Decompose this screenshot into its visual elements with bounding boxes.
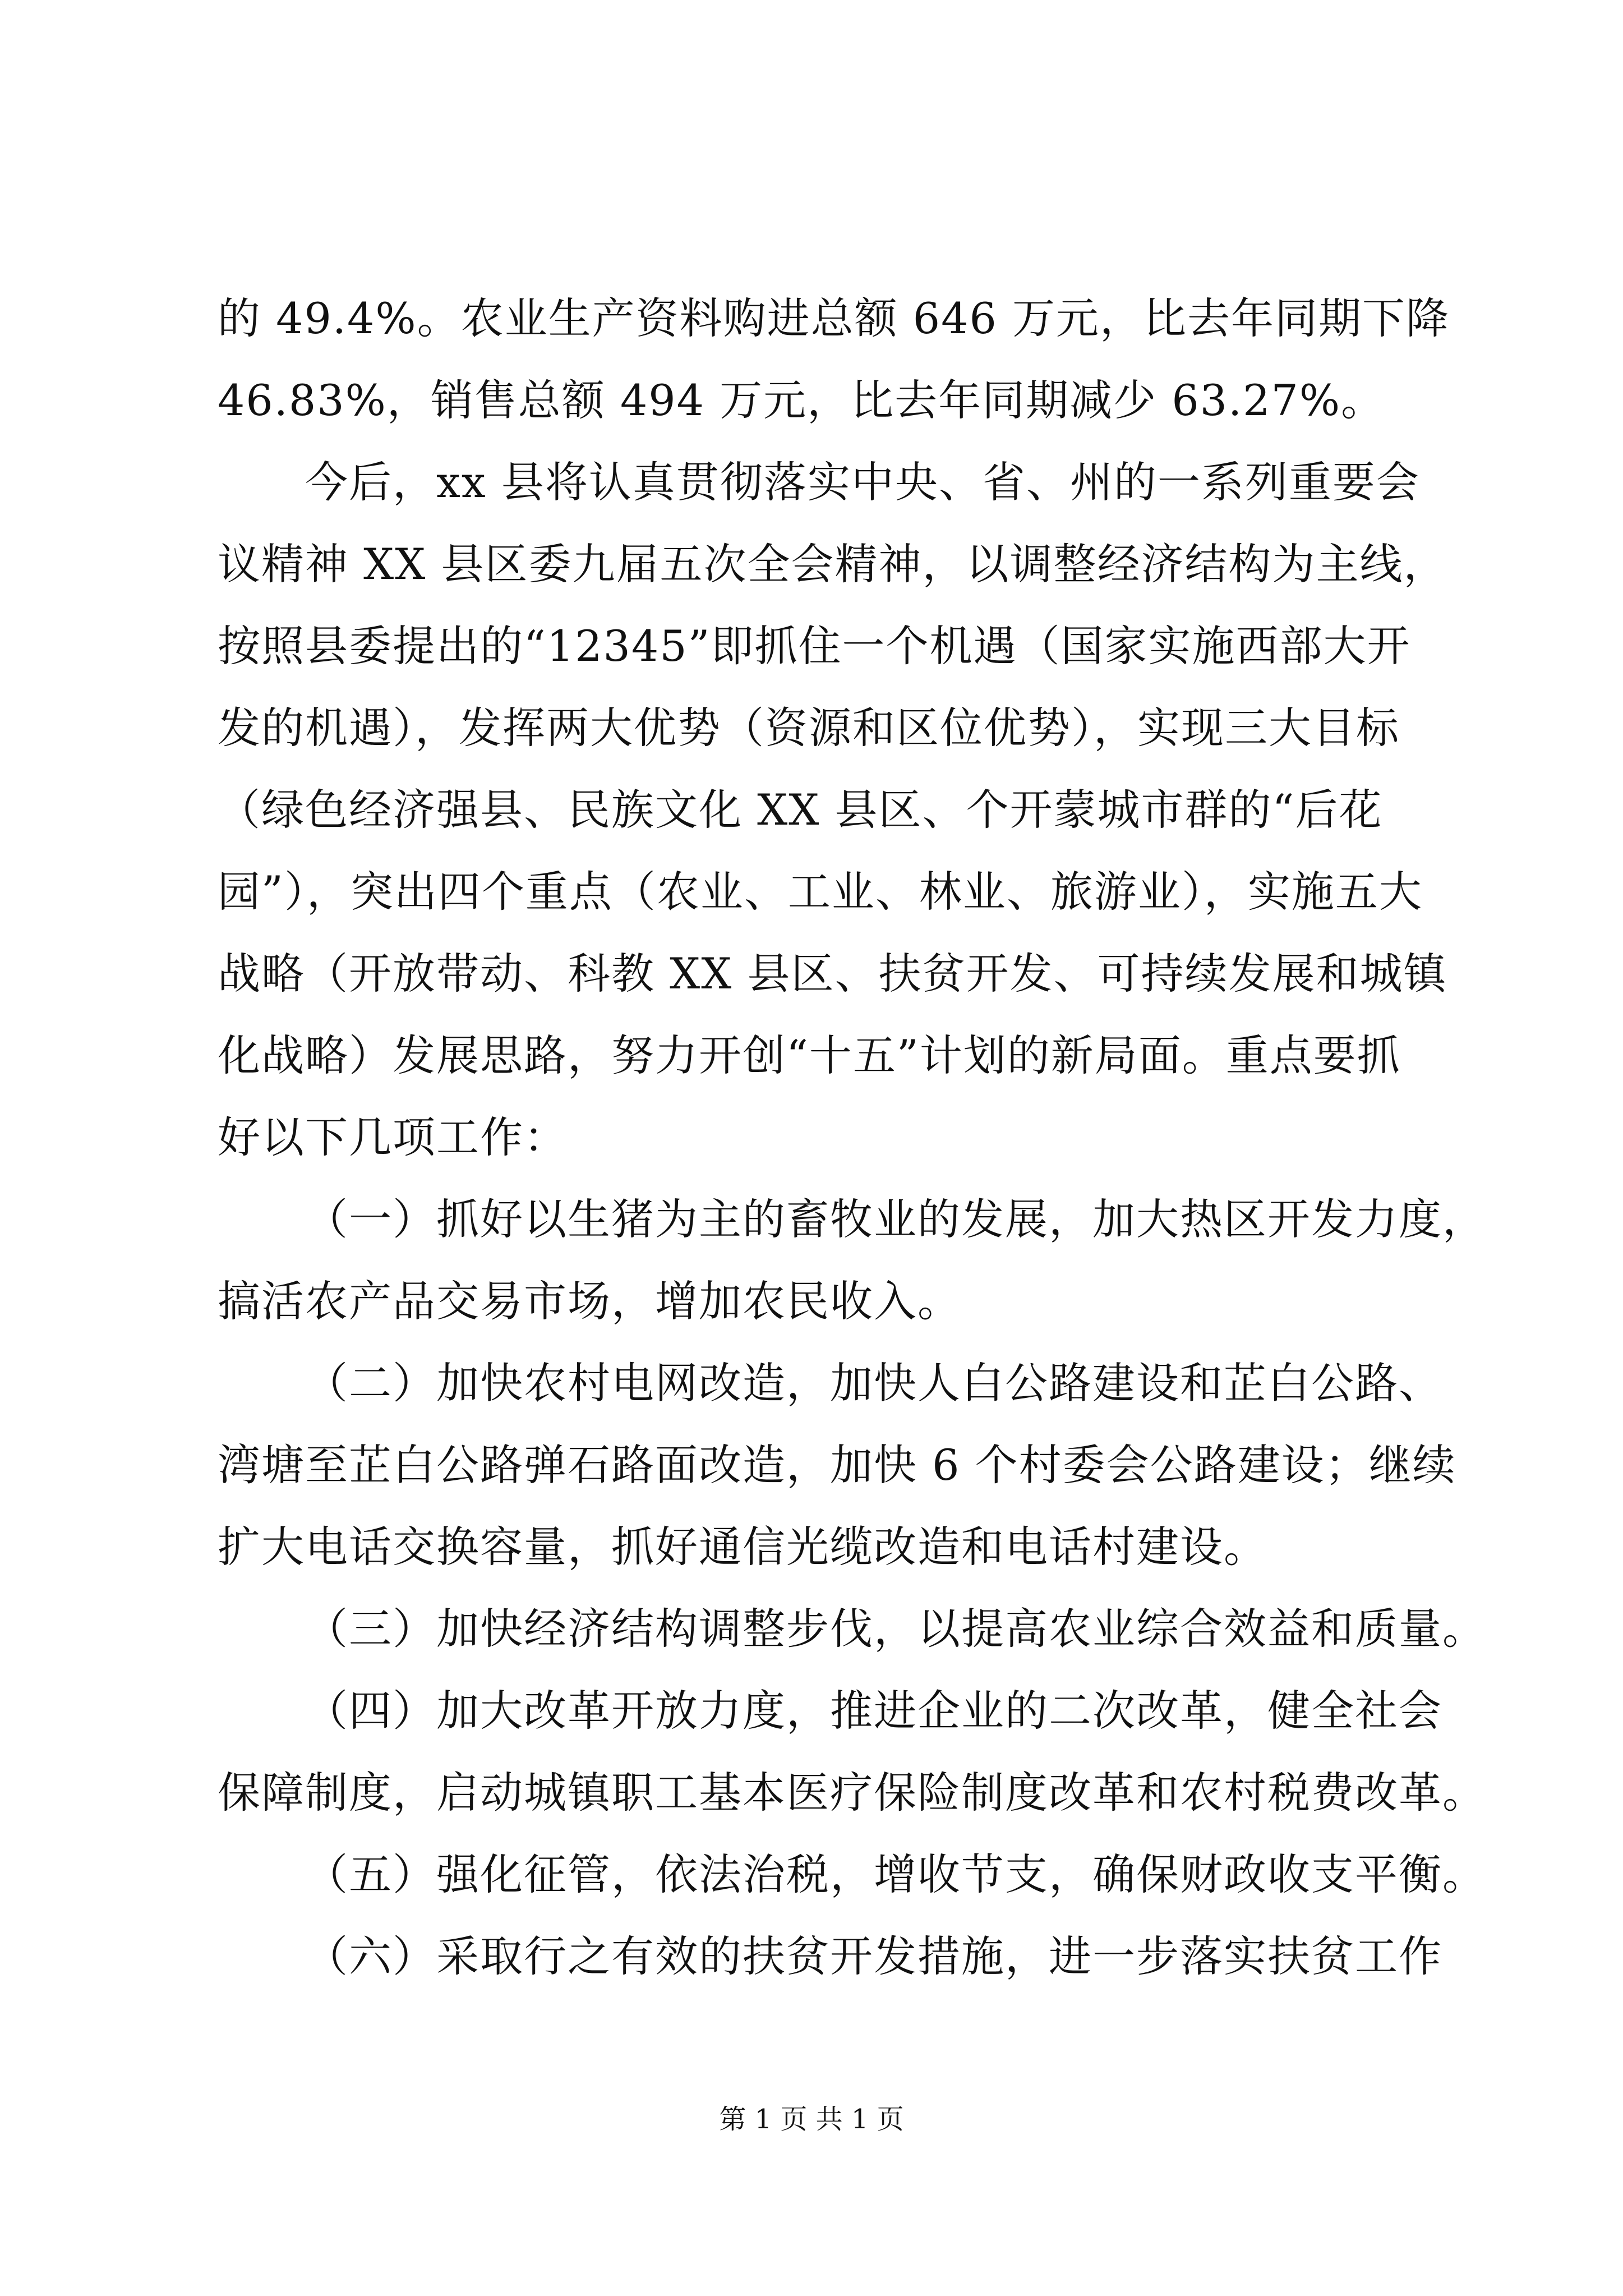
document-body [218, 278, 1486, 1998]
list-item-5-line: （五）强化征管，依法治税，增收节支，确保财政收支平衡。 [305, 1849, 1486, 1899]
body-line: 好以下几项工作： [218, 1112, 568, 1162]
body-line: 46.83%，销售总额 494 万元，比去年同期减少 63.27%。 [218, 375, 1385, 425]
list-item-2-continuation: 扩大电话交换容量，抓好通信光缆改造和电话村建设。 [218, 1522, 1267, 1572]
list-item-4-line: （四）加大改革开放力度，推进企业的二次改革，健全社会 [305, 1686, 1442, 1736]
list-item-6-line: （六）采取行之有效的扶贫开发措施，进一步落实扶贫工作 [305, 1931, 1442, 1981]
body-line: （绿色经济强县、民族文化 XX 县区、个开蒙城市群的“后花 [218, 785, 1383, 835]
list-item-1-continuation: 搞活农产品交易市场，增加农民收入。 [218, 1276, 961, 1326]
paragraph-start-line: 今后，xx 县将认真贯彻落实中央、省、州的一系列重要会 [305, 457, 1420, 507]
body-line: 化战略）发展思路，努力开创“十五”计划的新局面。重点要抓 [218, 1030, 1401, 1080]
list-item-1-line: （一）抓好以生猪为主的畜牧业的发展，加大热区开发力度， [305, 1194, 1486, 1244]
list-item-3-line: （三）加快经济结构调整步伐，以提高农业综合效益和质量。 [305, 1604, 1486, 1654]
list-item-2-continuation: 湾塘至芷白公路弹石路面改造，加快 6 个村委会公路建设；继续 [218, 1440, 1456, 1490]
body-line: 议精神 XX 县区委九届五次全会精神，以调整经济结构为主线， [218, 539, 1447, 589]
body-line: 的 49.4%。农业生产资料购进总额 646 万元，比去年同期下降 [218, 293, 1450, 343]
body-line: 园”），突出四个重点（农业、工业、林业、旅游业），实施五大 [218, 867, 1423, 917]
body-line: 发的机遇），发挥两大优势（资源和区位优势），实现三大目标 [218, 703, 1400, 753]
body-line: 战略（开放带动、科教 XX 县区、扶贫开发、可持续发展和城镇 [218, 949, 1447, 999]
list-item-4-continuation: 保障制度，启动城镇职工基本医疗保险制度改革和农村税费改革。 [218, 1768, 1486, 1818]
body-line: 按照县委提出的“12345”即抓住一个机遇（国家实施西部大开 [218, 621, 1411, 671]
page-footer: 第 1 页 共 1 页 [719, 2104, 904, 2135]
list-item-2-line: （二）加快农村电网改造，加快人白公路建设和芷白公路、 [305, 1358, 1442, 1408]
